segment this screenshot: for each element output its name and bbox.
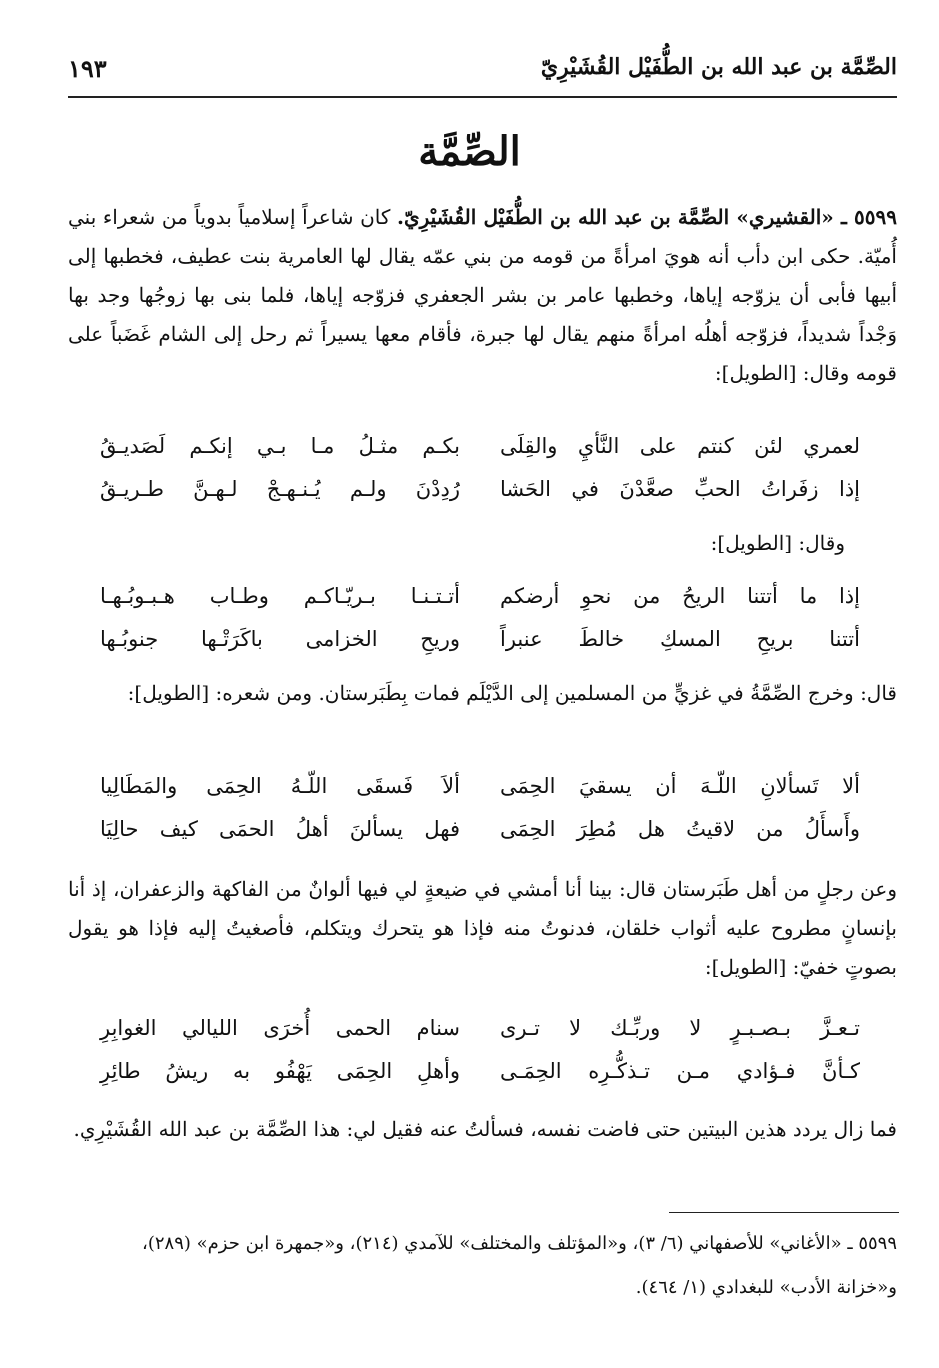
poem-4 xyxy=(100,1012,860,1098)
verse-second-hemistich: بكـم مثـلُ مـا بـي إنكـم لَصَديـقُ xyxy=(100,434,460,458)
verse-second-hemistich: فهل يسألنَ أهلُ الحمَى كيف حالِيَا xyxy=(100,817,460,841)
verse-second-hemistich: سنام الحمى أُخرَى الليالي الغوابِرِ xyxy=(100,1016,460,1040)
page-number: ١٩٣ xyxy=(68,54,107,83)
verse-second-hemistich: وريحِ الخزامى باكَرَتْـها جنوبُـها xyxy=(100,627,460,651)
paragraph-5: فما زال يردد هذين البيتين حتى فاضت نفسه، فسألتُ عنه فقيل لي: هذا الصِّمَّة بن عبد الله القُشَيْرِي. xyxy=(73,1117,897,1141)
poem-2 xyxy=(100,580,860,666)
verse-second-hemistich: أتـتـنـا بـريّـاكـم وطـاب هـبـوبُـهـا xyxy=(100,584,460,608)
verse-line xyxy=(100,430,860,473)
verse-line xyxy=(100,770,860,813)
poem-1 xyxy=(100,430,860,516)
verse-line xyxy=(100,813,860,856)
said-line: وقال: [الطويل]: xyxy=(710,531,845,555)
entry-paragraph xyxy=(68,198,897,393)
entry-number-name: ٥٥٩٩ ـ «القشيري» الصِّمَّة بن عبد الله بن الطُّفَيْل القُشَيْرِيّ. xyxy=(396,205,897,229)
running-title: الصِّمَّة بن عبد الله بن الطُّفَيْل القُشَيْرِيّ xyxy=(540,54,897,80)
verse-line xyxy=(100,580,860,623)
verse-line xyxy=(100,1055,860,1098)
footnote-line-1: ٥٥٩٩ ـ «الأغاني» للأصفهاني (٦/ ٣)، و«المؤتلف والمختلف» للآمدي (٢١٤)، و«جمهرة ابن حزم» (٢٨٩)، xyxy=(142,1233,897,1254)
verse-first-hemistich: تـعـزَّ بـصـبـرٍ لا وربِّـك لا تـرى xyxy=(500,1016,860,1040)
section-heading: الصِّمَّة xyxy=(418,128,521,175)
verse-first-hemistich: وأَسأَلُ من لاقيتُ هل مُطِرَ الحِمَى xyxy=(500,817,860,841)
footnote-rule xyxy=(669,1212,899,1213)
verse-second-hemistich: رُدِدْنَ ولـم يُـنـهـجْ لـهـنَّ طـريـقُ xyxy=(100,477,460,501)
verse-first-hemistich: ألا تَسألانِ اللّـهَ أن يسقيَ الحِمَى xyxy=(500,774,860,798)
verse-second-hemistich: وأهلِ الحِمَى يَهْفُو به ريشُ طائِرِ xyxy=(100,1059,460,1083)
verse-second-hemistich: ألاَ فَسقَى اللّـهُ الحِمَى والمَطَالِيا xyxy=(100,774,460,798)
verse-line xyxy=(100,1012,860,1055)
verse-line xyxy=(100,473,860,516)
verse-first-hemistich: إذا زفَراتُ الحبِّ صعَّدْنَ في الحَشا xyxy=(500,477,860,501)
verse-first-hemistich: لعمري لئن كنتم على النَّأيِ والقِلَى xyxy=(500,434,860,458)
running-header xyxy=(68,52,897,92)
poem-3 xyxy=(100,770,860,856)
verse-line xyxy=(100,623,860,666)
verse-first-hemistich: إذا ما أتتنا الريحُ من نحوِ أرضكم xyxy=(500,584,860,608)
verse-first-hemistich: كـأنَّ فـؤادي مـن تـذكُّـرِه الحِمَـى xyxy=(500,1059,860,1083)
paragraph-4: وعن رجلٍ من أهل طَبَرستان قال: بينا أنا أمشي في ضيعةٍ لي فيها ألوانٌ من الفاكهة والزعفران، إذ أنا بإنسانٍ مطروح عليه أثواب خلقان، فدنوتُ منه فإذا هو يتحرك ويتكلم، فأصغيتُ إليه فإذا هو يقول بصوتٍ خفيّ: [الطويل]: xyxy=(68,877,897,979)
entry-text: كان شاعراً إسلامياً بدوياً من شعراء بني أُميّة. حكى ابن دأب أنه هويَ امرأةً من قومه من بني عمّه يقال لها العامرية بنت عطيف، فخطبها إلى أبيها فأبى أن يزوّجه إياها، وخطبها عامر بن بشر الجعفري فزوّجه إياها، فلما بنى بها زوجُها وجد بها وَجْداً شديداً، فزوّجه أهلُه امرأةً منهم يقال لها جبرة، فأقام معها يسيراً ثم رحل إلى الشام غَضَباً على قومه وقال: [الطويل]: xyxy=(68,205,897,385)
footnote-line-2: و«خزانة الأدب» للبغدادي (١/ ٤٦٤). xyxy=(635,1277,897,1298)
footnote xyxy=(68,1222,897,1310)
verse-first-hemistich: أتتنا بريحِ المسكِ خالطَ عنبراً xyxy=(500,627,860,651)
header-rule xyxy=(68,96,897,98)
paragraph-3: قال: وخرج الصِّمَّةُ في غزيٍّ من المسلمين إلى الدَّيْلَم فمات بِطَبَرستان. ومن شعره: [الطويل]: xyxy=(127,681,897,705)
